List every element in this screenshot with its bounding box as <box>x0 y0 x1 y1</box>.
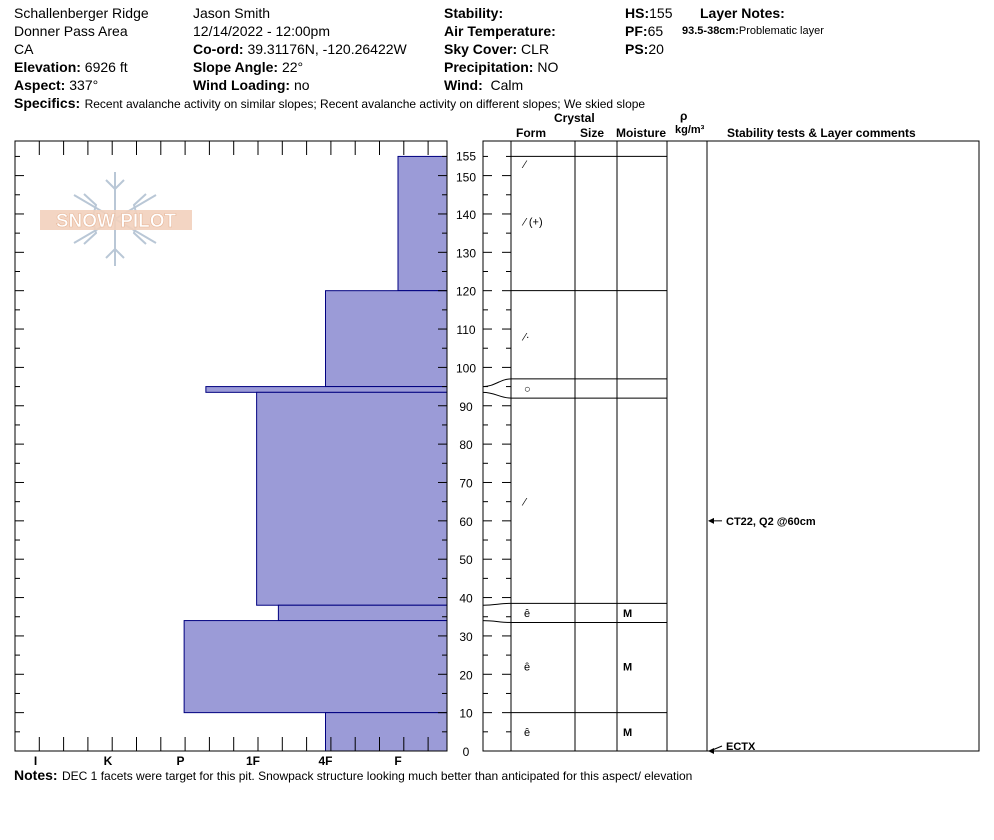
region-name: CA <box>14 41 34 57</box>
notes <box>14 767 692 785</box>
crystal-form-symbol: ⁄ <box>524 496 526 509</box>
height-label: 80 <box>459 438 473 453</box>
precip-value: NO <box>537 59 559 75</box>
pf-value: 65 <box>647 23 664 39</box>
form-header: Form <box>516 126 546 140</box>
height-label: 70 <box>459 476 473 491</box>
height-label: 120 <box>455 284 477 299</box>
hs-label: HS: <box>625 5 650 21</box>
crystal-form-symbol: ⁄· <box>524 331 530 344</box>
sky-label: Sky Cover: <box>444 41 518 57</box>
moisture-value: M <box>623 607 633 620</box>
crystal-header: Crystal <box>554 111 595 125</box>
height-label: 155 <box>455 149 477 164</box>
stability-test-label: CT22, Q2 @60cm <box>726 515 816 528</box>
hardness-bar <box>257 392 447 605</box>
height-label: 50 <box>459 553 473 568</box>
height-label: 100 <box>455 361 477 376</box>
location-name: Schallenberger Ridge <box>14 5 149 21</box>
hardness-bar <box>278 605 447 620</box>
notes-label: Notes: <box>14 767 58 783</box>
layer-note-text: Problematic layer <box>738 25 824 37</box>
air-temperature-label: Air Temperature: <box>444 23 556 39</box>
height-label: 110 <box>456 323 476 338</box>
sky-value: CLR <box>521 41 550 57</box>
coord-label: Co-ord: <box>193 41 244 57</box>
hardness-bar <box>206 387 447 393</box>
height-label: 140 <box>455 207 477 222</box>
hs-value: 155 <box>649 5 673 21</box>
hardness-label: K <box>103 754 113 768</box>
hardness-bar <box>326 713 448 751</box>
layer-table-frame <box>483 141 979 751</box>
slope-value: 22° <box>281 59 304 75</box>
height-label: 150 <box>455 170 477 185</box>
wind-label: Wind: <box>444 77 483 93</box>
specifics-text: Recent avalanche activity on similar slopes; Recent avalanche activity on different slopes; We skied slope <box>84 97 646 111</box>
crystal-form-symbol: ȇ <box>524 607 531 620</box>
observation-datetime: 12/14/2022 - 12:00pm <box>193 23 330 39</box>
stability-label: Stability: <box>444 5 504 21</box>
layer-connector <box>483 379 511 387</box>
observer-name: Jason Smith <box>193 5 271 21</box>
elevation-value: 6926 ft <box>84 59 128 75</box>
hardness-label: 4F <box>318 754 333 768</box>
notes-text: DEC 1 facets were target for this pit. Snowpack structure looking much better than anticipated for this aspect/ elevation <box>62 769 693 783</box>
height-label: 10 <box>459 706 473 721</box>
height-label: 0 <box>462 745 470 759</box>
layer-notes-label: Layer Notes: <box>700 5 785 21</box>
crystal-form-symbol: ○ <box>524 383 531 396</box>
hardness-bar <box>326 291 448 387</box>
height-label: 40 <box>459 591 473 606</box>
density-unit: kg/m³ <box>675 124 705 136</box>
arrow-icon <box>708 748 714 754</box>
slope-label: Slope Angle: <box>193 59 279 75</box>
moisture-value: M <box>623 726 633 739</box>
wind-value: Calm <box>490 77 524 93</box>
layer-note-range: 93.5-38cm: <box>682 25 739 37</box>
hardness-label: I <box>33 754 38 768</box>
size-header: Size <box>580 126 605 140</box>
layer-connector <box>483 392 511 398</box>
height-label: 90 <box>459 399 473 414</box>
layer-connector <box>483 621 511 623</box>
coord-value: 39.31176N, -120.26422W <box>247 41 407 57</box>
height-label: 20 <box>459 668 473 683</box>
crystal-form-symbol: ⁄ (+) <box>524 216 543 229</box>
logo-text: SNOW PILOT <box>55 211 177 232</box>
pf-label: PF: <box>625 23 648 39</box>
crystal-form-symbol: ȇ <box>524 726 531 739</box>
specifics-label: Specifics: <box>14 95 81 111</box>
precip-label: Precipitation: <box>444 59 534 75</box>
hardness-label: P <box>176 754 185 768</box>
wind-loading-label: Wind Loading: <box>193 77 291 93</box>
layer-connector <box>483 603 511 605</box>
hardness-label: F <box>394 754 402 768</box>
hardness-bar <box>398 156 447 290</box>
crystal-form-symbol: ⁄ <box>524 159 526 172</box>
arrow-icon <box>708 518 714 524</box>
hardness-bar <box>184 621 447 713</box>
stability-test-label: ECTX <box>726 741 756 753</box>
ps-label: PS: <box>625 41 649 57</box>
moisture-value: M <box>623 661 633 674</box>
stability-header: Stability tests & Layer comments <box>727 126 916 140</box>
height-label: 60 <box>459 514 473 529</box>
height-label: 30 <box>459 629 473 644</box>
aspect-label: Aspect: <box>14 77 66 93</box>
snowpilot-logo <box>40 172 192 266</box>
height-label: 130 <box>455 246 477 261</box>
hardness-label: 1F <box>245 754 261 768</box>
elevation-label: Elevation: <box>14 59 81 75</box>
moisture-header: Moisture <box>616 126 667 140</box>
density-symbol: ρ <box>680 109 688 123</box>
crystal-form-symbol: ȇ <box>524 661 531 674</box>
aspect-value: 337° <box>69 77 99 93</box>
area-name: Donner Pass Area <box>14 23 128 39</box>
ps-value: 20 <box>648 41 664 57</box>
wind-loading-value: no <box>293 77 310 93</box>
